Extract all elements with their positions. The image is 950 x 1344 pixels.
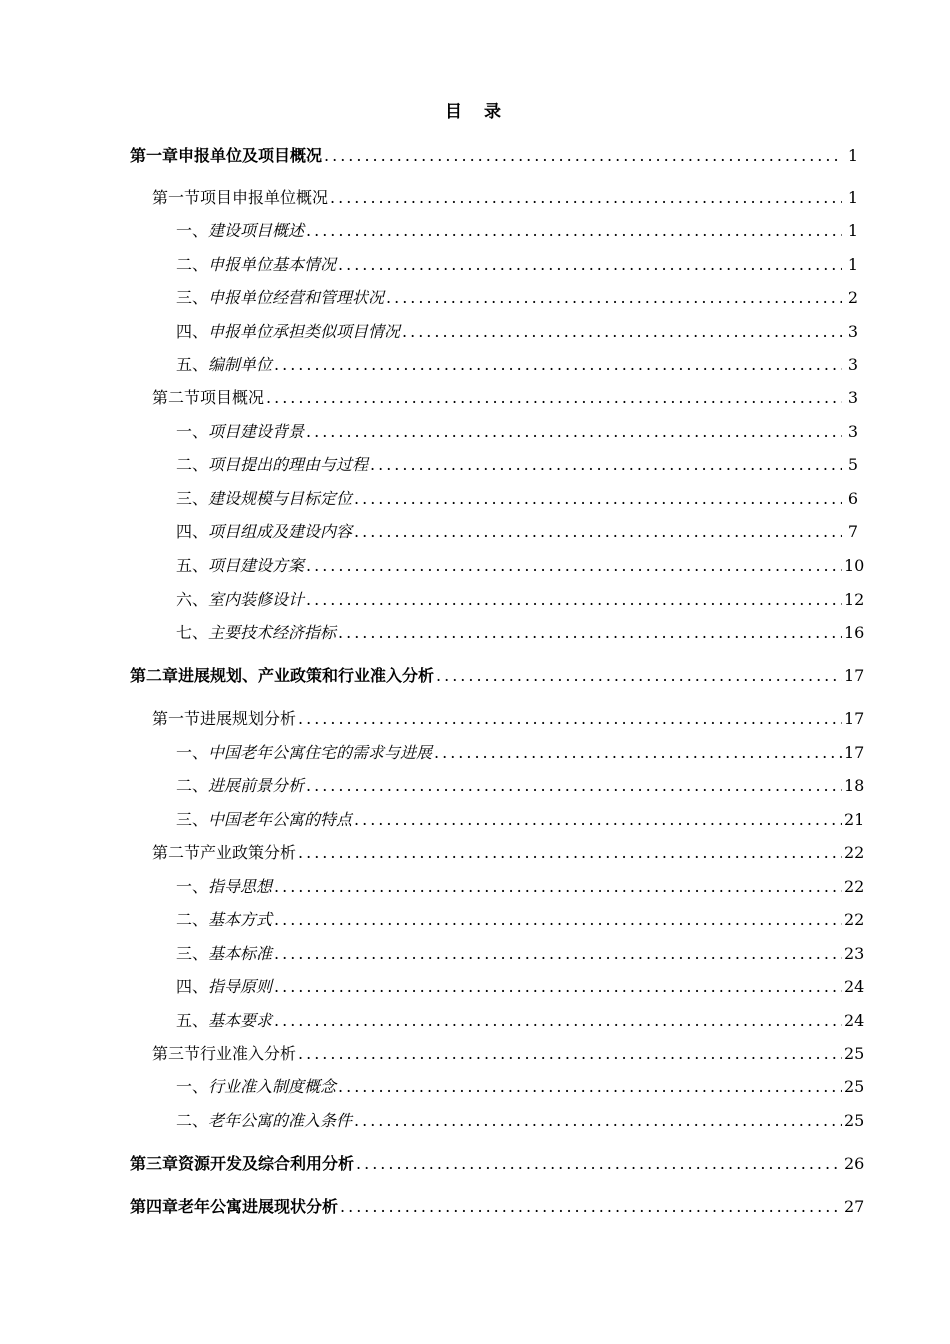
toc-entry-page-number: 16 <box>844 623 865 642</box>
toc-entry-title: 行业准入制度概念 <box>208 1077 337 1096</box>
toc-entry-title: 中国老年公寓住宅的需求与进展 <box>208 743 433 762</box>
toc-entry-item[interactable] <box>176 486 858 510</box>
toc-entry-label: 三、 <box>176 944 209 963</box>
toc-entry-title: 指导思想 <box>208 877 273 896</box>
toc-entry-page-number: 27 <box>844 1197 865 1216</box>
toc-entry-page-number: 21 <box>844 810 865 829</box>
dot-leader <box>354 522 842 541</box>
toc-entry-item[interactable] <box>176 740 865 764</box>
toc-entry-title: 进展规划、产业政策和行业准入分析 <box>178 666 435 685</box>
toc-entry-title: 建设规模与目标定位 <box>208 489 353 508</box>
toc-entry-page-number: 24 <box>844 1011 865 1030</box>
toc-entry-item[interactable] <box>176 519 858 543</box>
toc-entry-item[interactable] <box>176 807 865 831</box>
toc-entry-label: 二、 <box>176 255 209 274</box>
toc-entry-item[interactable] <box>176 1008 865 1032</box>
dot-leader <box>274 910 842 929</box>
toc-entry-item[interactable] <box>176 352 858 376</box>
toc-entry-section[interactable] <box>152 385 858 409</box>
toc-entry-item[interactable] <box>176 285 858 309</box>
dot-leader <box>402 322 842 341</box>
toc-entry-label: 三、 <box>176 810 209 829</box>
dot-leader <box>298 709 842 728</box>
toc-entry-page-number: 22 <box>844 877 865 896</box>
toc-title-part-1: 目 <box>445 102 466 122</box>
toc-entry-page-number: 24 <box>844 977 865 996</box>
toc-title-part-2: 录 <box>484 102 505 122</box>
toc-entry-page-number: 17 <box>844 743 865 762</box>
toc-entry-label: 六、 <box>176 590 209 609</box>
toc-entry-title: 老年公寓的准入条件 <box>208 1111 353 1130</box>
toc-entry-item[interactable] <box>176 419 858 443</box>
toc-entry-item[interactable] <box>176 941 865 965</box>
toc-entry-item[interactable] <box>176 252 858 276</box>
toc-entry-item[interactable] <box>176 452 858 476</box>
dot-leader <box>386 288 842 307</box>
toc-entry-chapter[interactable] <box>130 143 858 167</box>
toc-entry-title: 项目申报单位概况 <box>200 188 329 207</box>
toc-entry-title: 进展规划分析 <box>200 709 297 728</box>
toc-entry-label: 第二节 <box>152 388 201 407</box>
toc-entry-label: 二、 <box>176 776 209 795</box>
toc-entry-title: 进展前景分析 <box>208 776 305 795</box>
toc-entry-item[interactable] <box>176 218 858 242</box>
toc-entry-title: 项目建设方案 <box>208 556 305 575</box>
dot-leader <box>298 1044 842 1063</box>
toc-entry-page-number: 1 <box>847 188 858 207</box>
dot-leader <box>306 422 842 441</box>
toc-entry-label: 五、 <box>176 355 209 374</box>
toc-entry-page-number: 7 <box>847 522 858 541</box>
toc-entry-label: 第二章 <box>130 666 179 685</box>
toc-entry-title: 项目组成及建设内容 <box>208 522 353 541</box>
toc-entry-page-number: 3 <box>847 355 858 374</box>
toc-title <box>0 97 950 122</box>
toc-entry-label: 五、 <box>176 1011 209 1030</box>
toc-entry-page-number: 1 <box>847 146 858 165</box>
dot-leader <box>340 1197 842 1216</box>
toc-entry-label: 第一节 <box>152 709 201 728</box>
toc-entry-page-number: 25 <box>844 1077 865 1096</box>
toc-entry-title: 项目建设背景 <box>208 422 305 441</box>
toc-entry-title: 老年公寓进展现状分析 <box>178 1197 339 1216</box>
dot-leader <box>338 623 842 642</box>
toc-entry-title: 资源开发及综合利用分析 <box>178 1154 355 1173</box>
toc-entry-page-number: 25 <box>844 1111 865 1130</box>
toc-entry-title: 基本标准 <box>208 944 273 963</box>
toc-entry-page-number: 1 <box>847 221 858 240</box>
toc-entry-page-number: 1 <box>847 255 858 274</box>
dot-leader <box>274 977 842 996</box>
toc-entry-page-number: 22 <box>844 843 865 862</box>
dot-leader <box>330 188 842 207</box>
toc-entry-label: 四、 <box>176 522 209 541</box>
toc-entry-chapter[interactable] <box>130 663 865 687</box>
toc-entry-label: 第三章 <box>130 1154 179 1173</box>
dot-leader <box>436 666 842 685</box>
dot-leader <box>434 743 842 762</box>
dot-leader <box>266 388 842 407</box>
toc-entry-title: 申报单位承担类似项目情况 <box>208 322 401 341</box>
toc-entry-label: 二、 <box>176 1111 209 1130</box>
toc-entry-item[interactable] <box>176 319 858 343</box>
dot-leader <box>274 355 842 374</box>
toc-entry-title: 项目概况 <box>200 388 265 407</box>
toc-entry-page-number: 12 <box>844 590 865 609</box>
toc-entry-item[interactable] <box>176 1074 865 1098</box>
toc-entry-page-number: 2 <box>847 288 858 307</box>
toc-entry-chapter[interactable] <box>130 1151 865 1175</box>
toc-entry-label: 第二节 <box>152 843 201 862</box>
dot-leader <box>274 1011 842 1030</box>
toc-entry-label: 第一节 <box>152 188 201 207</box>
toc-entry-item[interactable] <box>176 1108 865 1132</box>
toc-entry-title: 基本要求 <box>208 1011 273 1030</box>
toc-entry-title: 项目提出的理由与过程 <box>208 455 369 474</box>
toc-entry-page-number: 17 <box>844 666 865 685</box>
toc-entry-title: 申报单位基本情况 <box>208 255 337 274</box>
toc-entry-title: 编制单位 <box>208 355 273 374</box>
toc-entry-label: 一、 <box>176 1077 209 1096</box>
toc-entry-title: 主要技术经济指标 <box>208 623 337 642</box>
toc-entry-page-number: 25 <box>844 1044 865 1063</box>
toc-entry-page-number: 5 <box>847 455 858 474</box>
dot-leader <box>274 944 842 963</box>
toc-entry-item[interactable] <box>176 620 865 644</box>
toc-entry-page-number: 10 <box>844 556 865 575</box>
toc-entry-page-number: 18 <box>844 776 865 795</box>
toc-entry-page-number: 17 <box>844 709 865 728</box>
toc-entry-title: 申报单位及项目概况 <box>178 146 323 165</box>
dot-leader <box>306 556 842 575</box>
toc-entry-page-number: 6 <box>847 489 858 508</box>
toc-entry-label: 三、 <box>176 288 209 307</box>
toc-entry-label: 三、 <box>176 489 209 508</box>
toc-entry-title: 指导原则 <box>208 977 273 996</box>
toc-entry-title: 室内装修设计 <box>208 590 305 609</box>
toc-entry-item[interactable] <box>176 974 865 998</box>
toc-entry-section[interactable] <box>152 185 858 209</box>
dot-leader <box>370 455 842 474</box>
toc-entry-label: 四、 <box>176 322 209 341</box>
dot-leader <box>274 877 842 896</box>
dot-leader <box>306 590 842 609</box>
dot-leader <box>324 146 842 165</box>
dot-leader <box>354 810 842 829</box>
dot-leader <box>338 1077 842 1096</box>
toc-entry-title: 中国老年公寓的特点 <box>208 810 353 829</box>
toc-entry-page-number: 26 <box>844 1154 865 1173</box>
toc-entry-item[interactable] <box>176 874 865 898</box>
toc-entry-page-number: 22 <box>844 910 865 929</box>
toc-entry-label: 二、 <box>176 455 209 474</box>
toc-entry-label: 一、 <box>176 743 209 762</box>
toc-entry-label: 第三节 <box>152 1044 201 1063</box>
toc-entry-title: 申报单位经营和管理状况 <box>208 288 385 307</box>
toc-entry-page-number: 3 <box>847 422 858 441</box>
toc-entry-page-number: 3 <box>847 322 858 341</box>
toc-entry-label: 一、 <box>176 221 209 240</box>
toc-entry-label: 一、 <box>176 422 209 441</box>
toc-entry-title: 产业政策分析 <box>200 843 297 862</box>
toc-entry-label: 第一章 <box>130 146 179 165</box>
dot-leader <box>306 776 842 795</box>
toc-entry-chapter[interactable] <box>130 1194 865 1218</box>
dot-leader <box>338 255 842 274</box>
toc-entry-section[interactable] <box>152 706 865 730</box>
toc-entry-title: 基本方式 <box>208 910 273 929</box>
dot-leader <box>306 221 842 240</box>
toc-entry-label: 五、 <box>176 556 209 575</box>
toc-entry-label: 四、 <box>176 977 209 996</box>
toc-entry-page-number: 3 <box>847 388 858 407</box>
toc-entry-label: 第四章 <box>130 1197 179 1216</box>
toc-entry-item[interactable] <box>176 907 865 931</box>
toc-entry-label: 七、 <box>176 623 209 642</box>
toc-entry-label: 二、 <box>176 910 209 929</box>
toc-entry-label: 一、 <box>176 877 209 896</box>
toc-entry-item[interactable] <box>176 773 865 797</box>
toc-entry-section[interactable] <box>152 840 865 864</box>
dot-leader <box>298 843 842 862</box>
dot-leader <box>354 1111 842 1130</box>
toc-entry-page-number: 23 <box>844 944 865 963</box>
dot-leader <box>356 1154 842 1173</box>
dot-leader <box>354 489 842 508</box>
toc-entry-title: 建设项目概述 <box>208 221 305 240</box>
toc-entry-item[interactable] <box>176 587 865 611</box>
toc-entry-item[interactable] <box>176 553 865 577</box>
toc-entry-title: 行业准入分析 <box>200 1044 297 1063</box>
toc-entry-section[interactable] <box>152 1041 865 1065</box>
